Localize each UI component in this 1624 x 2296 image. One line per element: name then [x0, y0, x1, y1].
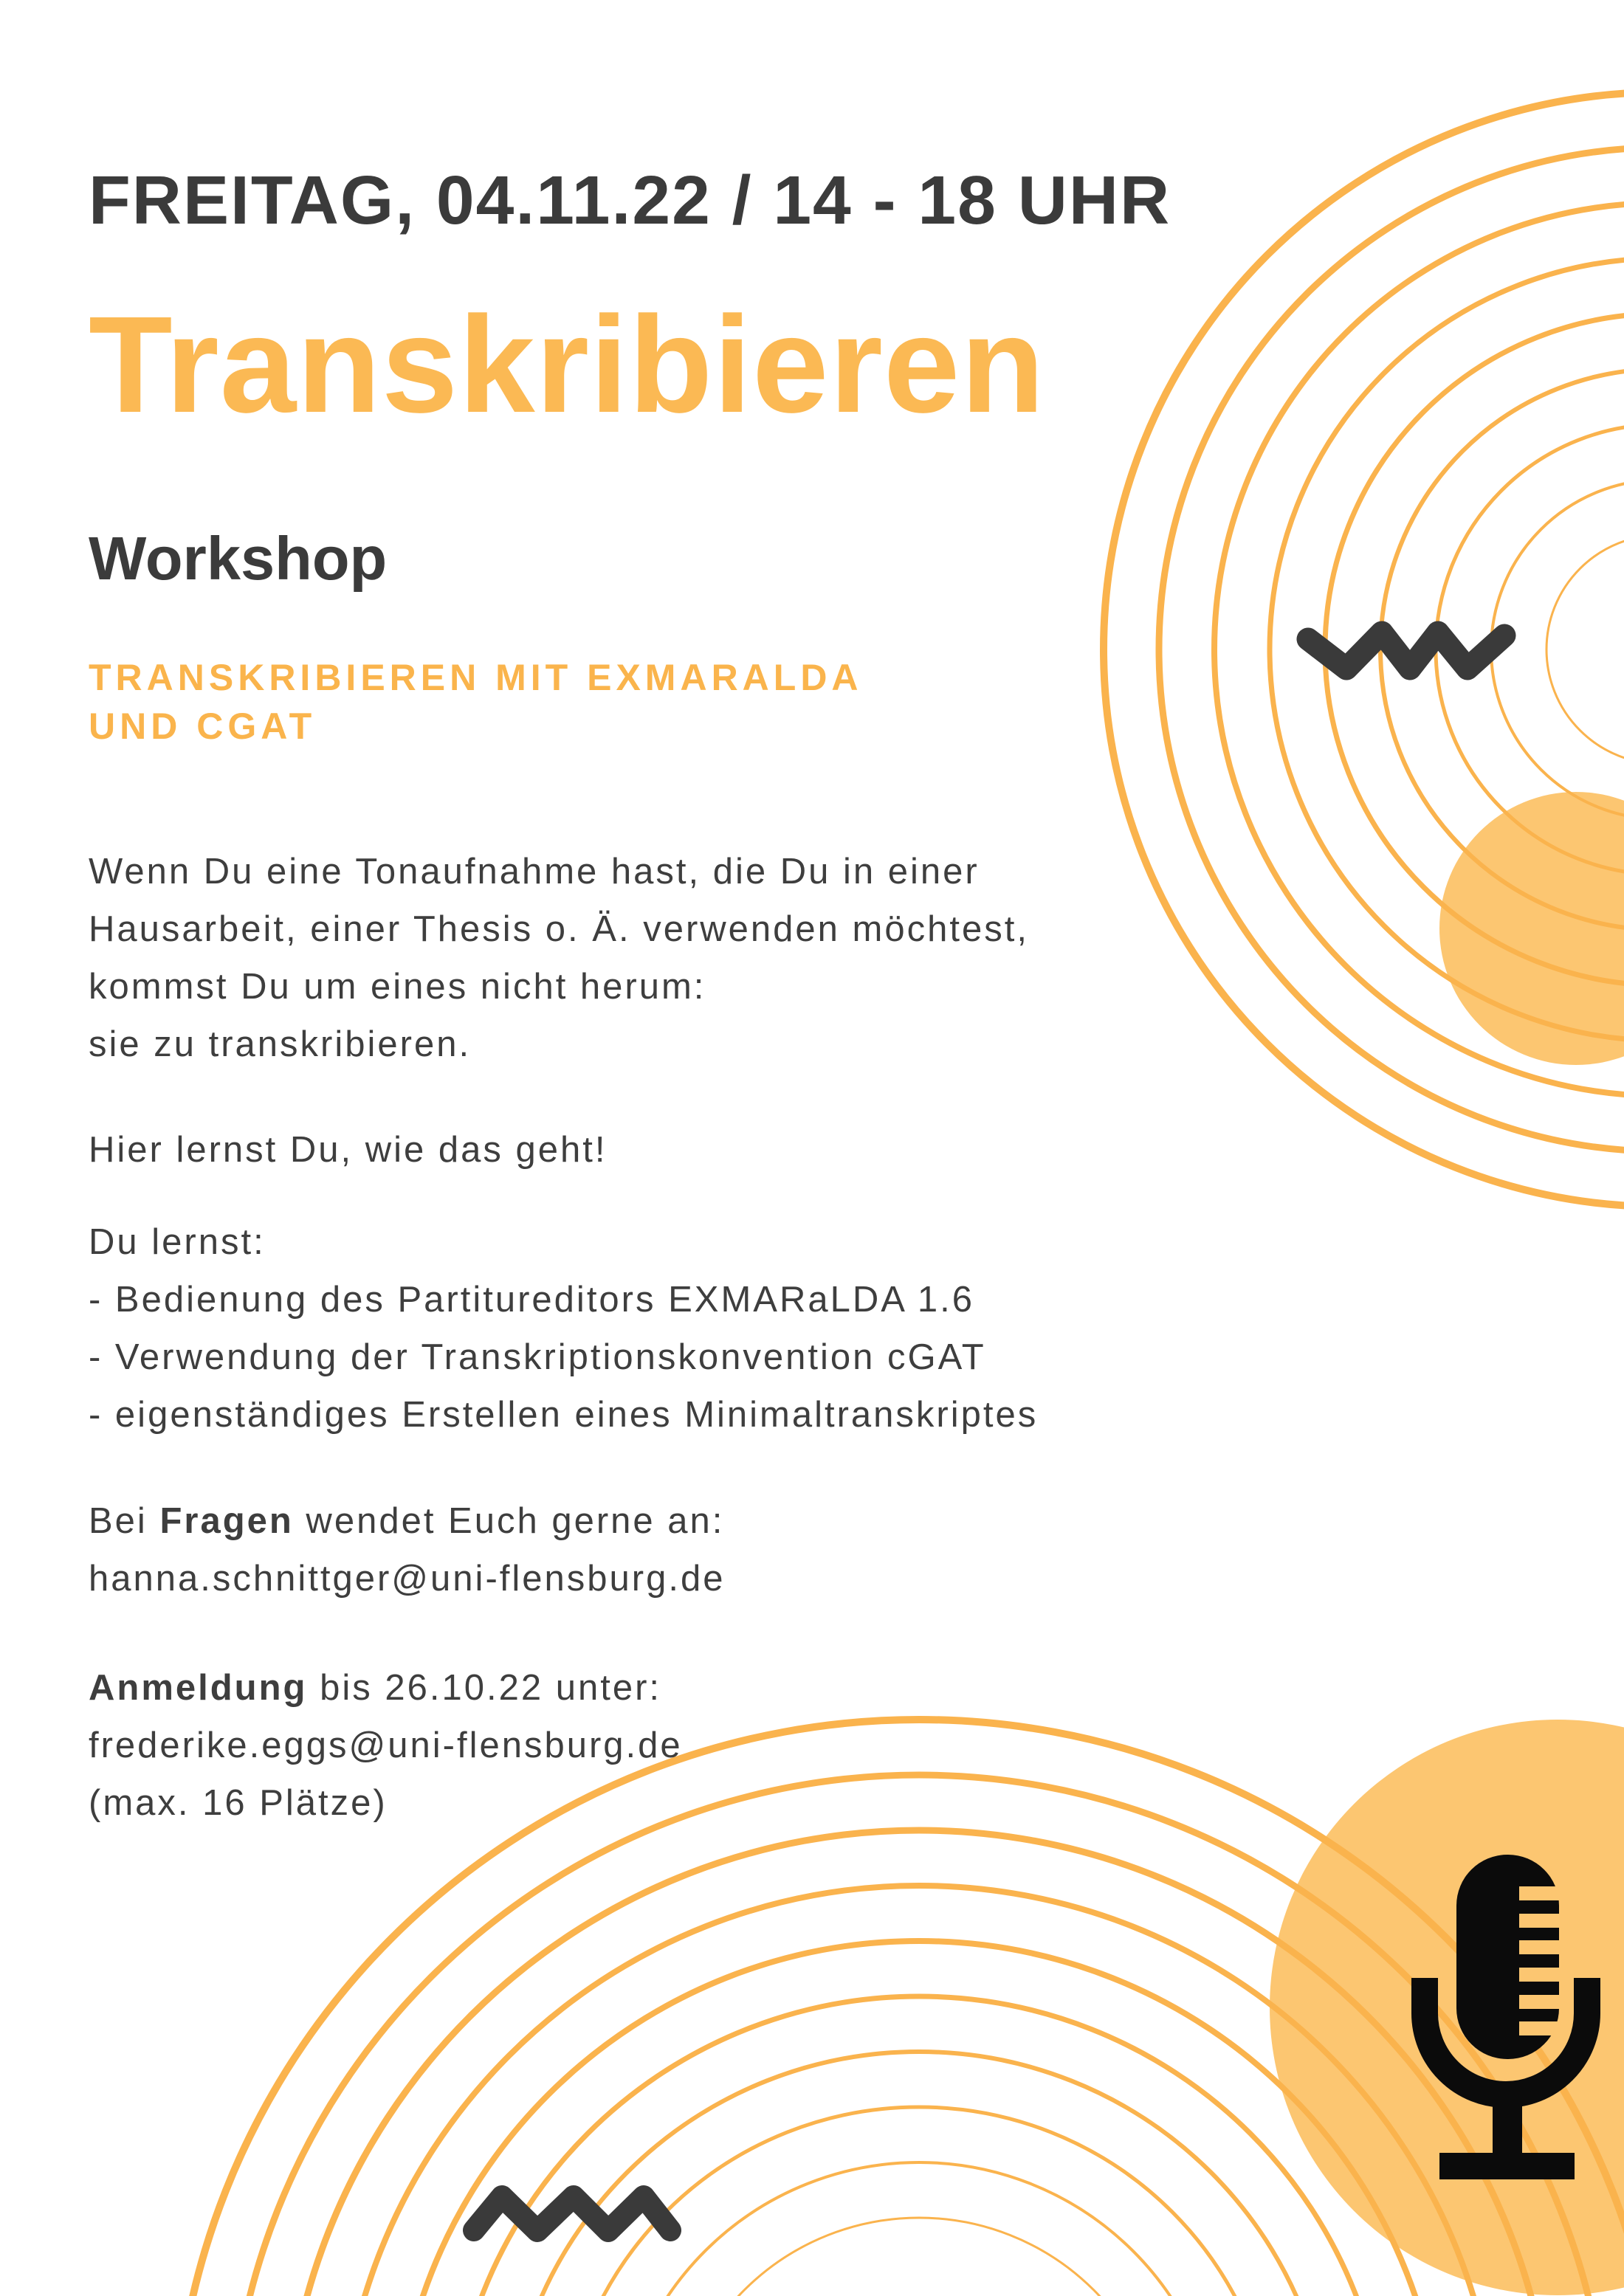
workshop-topic-heading: [89, 653, 863, 751]
intro-paragraph: [89, 843, 1029, 1073]
contact-email: hanna.schnittger@uni-flensburg.de: [89, 1559, 726, 1599]
orange-disc-bottom: [1270, 1720, 1624, 2295]
zigzag-squiggle-bottom: [474, 2196, 670, 2231]
intro-line: kommst Du um eines nicht herum:: [89, 967, 706, 1007]
contact-suffix: wendet Euch gerne an:: [293, 1501, 725, 1541]
learn-item: - eigenständiges Erstellen eines Minimaltranskriptes: [89, 1395, 1039, 1435]
intro-line: Wenn Du eine Tonaufnahme hast, die Du in einer: [89, 852, 980, 892]
contact-section: [89, 1492, 725, 1607]
zigzag-squiggle-top: [1308, 632, 1504, 669]
mic-grill-slot: [1519, 1914, 1562, 1928]
ring: [1491, 480, 1624, 819]
ring: [672, 2218, 1166, 2296]
registration-line: [89, 1659, 683, 1717]
learn-item: - Bedienung des Partitureditors EXMARaLDA 1.6: [89, 1280, 974, 1320]
mic-stand: [1493, 2081, 1522, 2155]
learn-intro: Du lernst:: [89, 1222, 266, 1262]
registration-note: (max. 16 Plätze): [89, 1783, 388, 1823]
topic-line-1: TRANSKRIBIEREN MIT EXMARALDA: [89, 657, 863, 698]
learning-goals: [89, 1213, 1038, 1444]
contact-line: [89, 1492, 725, 1550]
ring: [506, 2052, 1332, 2296]
registration-suffix: bis 26.10.22 unter:: [307, 1668, 661, 1708]
hook-line: Hier lernst Du, wie das geht!: [89, 1130, 608, 1170]
mic-grill-slot: [1519, 1995, 1562, 2009]
mic-grill-slot: [1519, 1886, 1562, 1900]
contact-prefix: Bei: [89, 1501, 160, 1541]
mic-grill-slot: [1519, 1968, 1562, 1982]
workshop-subtitle: Workshop: [89, 524, 388, 593]
learn-item: - Verwendung der Transkriptionskonvention cGAT: [89, 1337, 986, 1377]
registration-bold-word: Anmeldung: [89, 1668, 308, 1708]
registration-section: [89, 1659, 683, 1832]
mic-base: [1439, 2153, 1575, 2179]
event-date-line: FREITAG, 04.11.22 / 14 - 18 UHR: [89, 162, 1171, 238]
intro-line: sie zu transkribieren.: [89, 1024, 472, 1064]
mic-grill-slot: [1519, 2021, 1562, 2035]
ring: [450, 1996, 1388, 2296]
topic-line-2: UND CGAT: [89, 706, 317, 747]
mic-grill-slot: [1519, 1940, 1562, 1954]
ring: [616, 2162, 1222, 2296]
page-title: Transkribieren: [89, 289, 1045, 441]
intro-line: Hausarbeit, einer Thesis o. Ä. verwenden möchtest,: [89, 909, 1029, 949]
ring: [1546, 535, 1624, 764]
contact-bold-word: Fragen: [159, 1501, 294, 1541]
registration-email: frederike.eggs@uni-flensburg.de: [89, 1726, 683, 1765]
